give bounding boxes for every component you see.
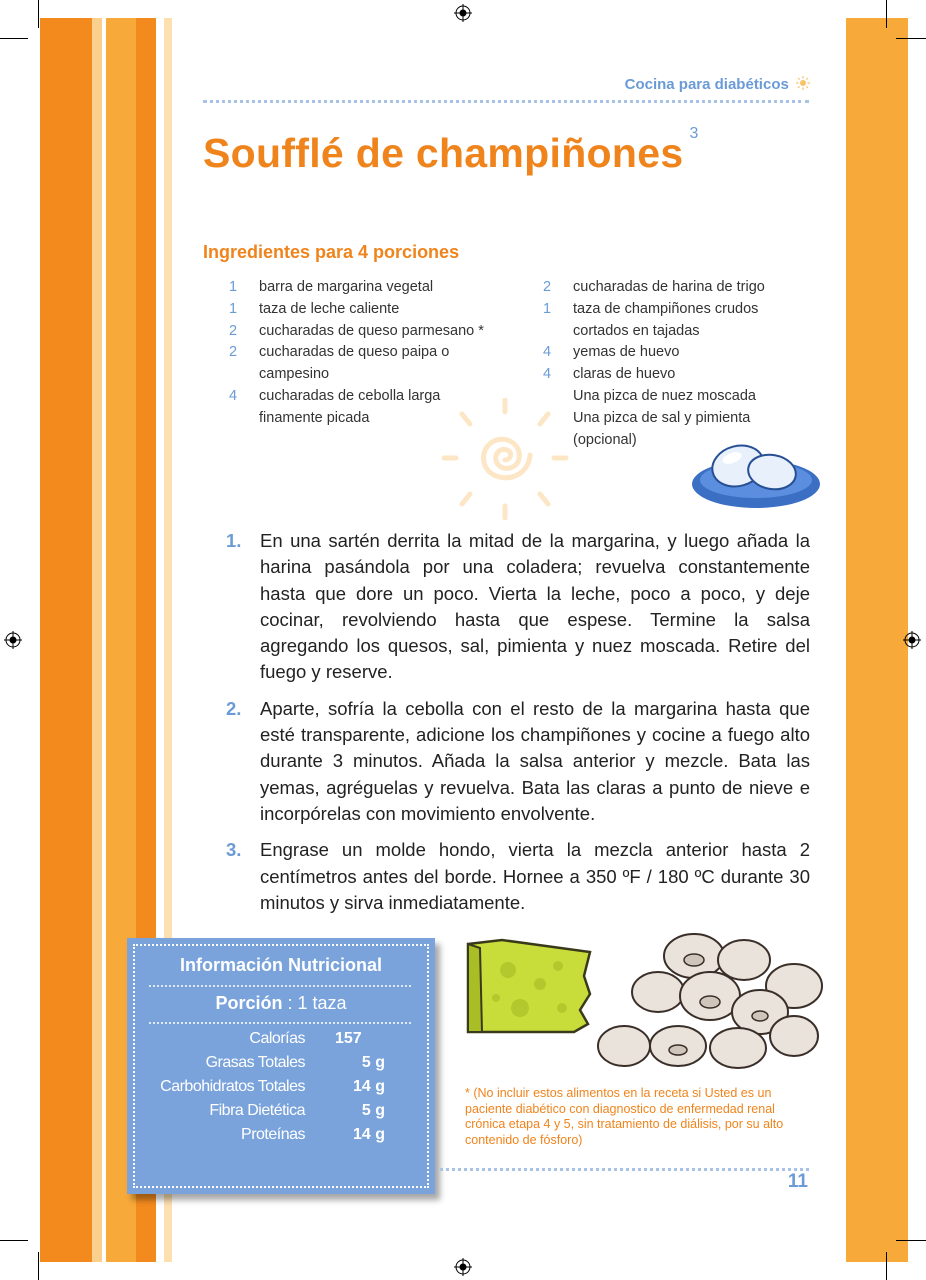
right-stripe [846,18,908,1262]
page-title: Soufflé de champiñones $^3$ [203,125,699,176]
list-item: 2 cucharadas de queso paipa o [229,344,450,361]
running-header: Cocina para diabéticos [625,76,810,93]
list-item: 2 cucharadas de queso parmesano * [229,322,484,339]
footer-divider [440,1168,809,1171]
nutrition-portion: Porción : 1 taza [215,993,347,1013]
page-number: 11 [787,1171,808,1192]
list-item: 4 yemas de huevo [543,344,680,361]
registration-mark-icon [454,4,472,22]
list-item: Una pizca de nuez moscada [573,387,756,404]
list-item: 2 cucharadas de harina de trigo [543,279,765,295]
registration-mark-icon [454,1258,472,1276]
list-item-continuation: cortados en tajadas [573,322,700,339]
list-item-continuation: finamente picada [259,409,370,426]
preparation-steps [226,528,810,926]
list-item: Una pizca de sal y pimienta [573,409,751,426]
title-reference: 3 [689,125,699,143]
mushrooms-illustration [594,930,826,1072]
nutrition-title: Información Nutricional [179,955,383,975]
registration-mark-icon [4,631,22,649]
list-item: 4 claras de huevo [543,366,676,383]
step-2: 2. Aparte, sofría la cebolla con el resto de la margarina hasta que esté transparente, adicione los champiñones y cocine a fuego alto durante 3 minutos. Añada la salsa anterior y mezcle. Bata las yemas, agréguelas y revuelva. Bata las claras a punto de nieve e incorpórelas con movimiento envolvente. [226,697,810,824]
sun-watermark-icon [440,398,570,520]
ingredients-right-list [543,277,803,451]
list-item-continuation: (opcional) [573,431,637,448]
eggs-plate-illustration [690,440,822,512]
list-item: 1 taza de leche caliente [229,300,400,317]
list-item: 1 taza de champiñones crudos [543,300,759,317]
registration-mark-icon [903,631,921,649]
list-item: 1 barra de margarina vegetal [229,279,434,295]
list-item: 4 cucharadas de cebolla larga [229,387,441,404]
footnote: * (No incluir estos alimentos en la receta si Usted es un paciente diabético con diagnostico de enfermedad renal crónica etapa 4 y 5, sin tratamiento de diálisis, por su alto contenido de fósforo) [465,1086,784,1147]
list-item-continuation: campesino [259,366,330,383]
ingredients-heading: Ingredientes para 4 porciones [203,242,460,262]
cheese-illustration [462,936,598,1036]
sun-icon [796,76,810,90]
step-3: 3. Engrase un molde hondo, vierta la mezcla anterior hasta 2 centímetros antes del borde. Hornee a 350 ºF / 180 ºC durante 30 minutos y sirva inmediatamente. [226,839,810,913]
header-divider [203,100,809,103]
step-1: 1. En una sartén derrita la mitad de la margarina, y luego añada la harina pasándola por una coladera; revuelva constantemente hasta que dore un poco. Vierta la leche, poco a poco, y deje cocinar, revolviendo hasta que espese. Termine la salsa agregando los quesos, sal, pimienta y nuez moscada. Retire del fuego y reserve. [226,530,810,683]
nutrition-info-box: Información Nutricional Porción : 1 taza Calorías 157 Grasas Totales 5 g Carbohidratos Totales 14 g Fibra Dietética 5 g Proteínas 14 g [127,938,435,1194]
